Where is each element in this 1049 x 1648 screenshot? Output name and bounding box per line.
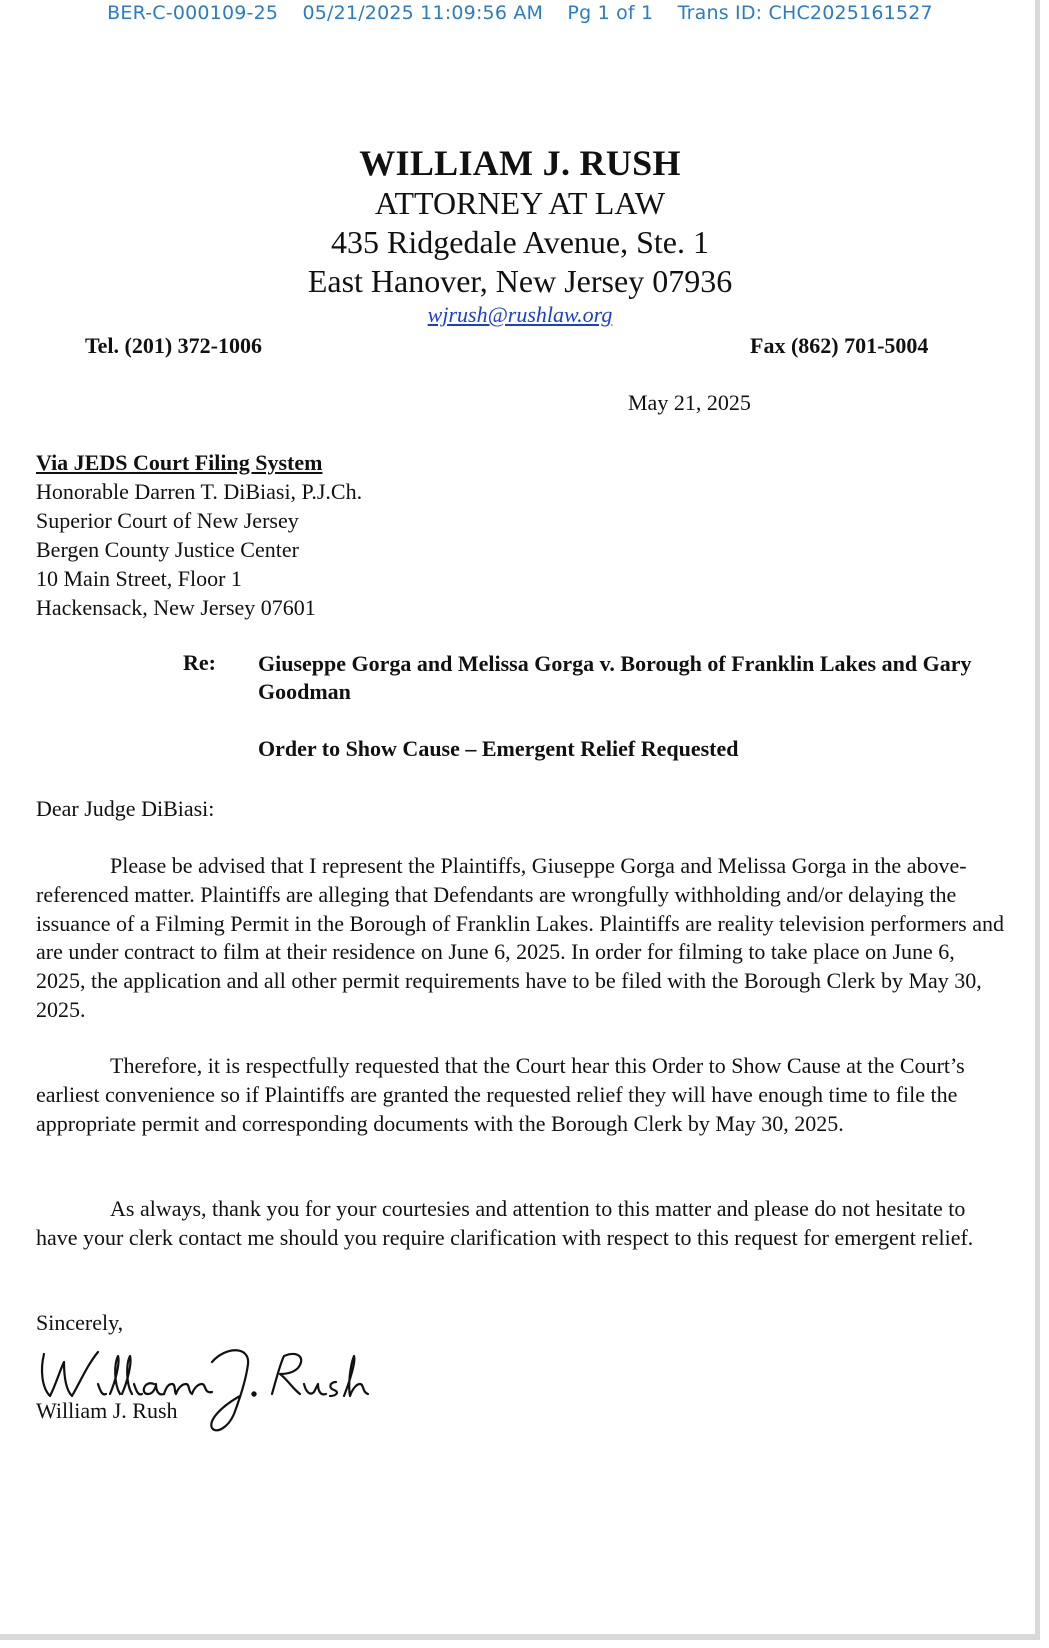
addressee-line: Honorable Darren T. DiBiasi, P.J.Ch.: [36, 479, 363, 504]
delivery-method: Via JEDS Court Filing System: [36, 450, 323, 475]
page-count: Pg 1 of 1: [567, 2, 654, 24]
paragraph-text: Please be advised that I represent the Plaintiffs, Giuseppe Gorga and Melissa Gorga in the above-referenced matter. Plaintiffs are alleging that Defendants are wrongfully withholding and/or delaying the issuance of a Filming Permit in the Borough of Franklin Lakes. Plaintiffs are reality television performers and are under contract to film at their residence on June 6, 2025. In order for filming to take place on June 6, 2025, the application and all other permit requirements have to be filed with the Borough Clerk by May 30, 2025.: [36, 853, 1004, 1022]
filing-datetime: 05/21/2025 11:09:56 AM: [302, 2, 544, 24]
closing: Sincerely,: [36, 1310, 124, 1335]
addressee-block: [36, 448, 362, 622]
body-paragraph: [36, 1052, 1004, 1138]
re-label: Re:: [183, 650, 216, 675]
addressee-line: Bergen County Justice Center: [36, 537, 299, 562]
addressee-line: Superior Court of New Jersey: [36, 508, 299, 533]
letter-date: May 21, 2025: [628, 390, 751, 415]
re-subject: Order to Show Cause – Emergent Relief Requested: [258, 736, 739, 761]
attorney-title: ATTORNEY AT LAW: [374, 185, 666, 221]
fax-number: Fax (862) 701-5004: [750, 333, 929, 358]
transaction-id: Trans ID: CHC2025161527: [677, 2, 933, 24]
addressee-line: 10 Main Street, Floor 1: [36, 566, 242, 591]
signer-name: William J. Rush: [36, 1398, 178, 1423]
letterhead: [0, 142, 1040, 329]
telephone: Tel. (201) 372-1006: [85, 333, 263, 358]
street-address: 435 Ridgedale Avenue, Ste. 1: [331, 224, 709, 260]
docket-number: BER-C-000109-25: [107, 2, 279, 24]
body-paragraph: [36, 1195, 1004, 1253]
email-link[interactable]: wjrush@rushlaw.org: [427, 302, 613, 327]
salutation: Dear Judge DiBiasi:: [36, 796, 215, 821]
city-address: East Hanover, New Jersey 07936: [307, 263, 733, 299]
paragraph-text: As always, thank you for your courtesies and attention to this matter and please do not hesitate to have your clerk contact me should you require clarification with respect to this request for emergent relief.: [36, 1196, 974, 1250]
handwritten-signature: [36, 1340, 386, 1440]
addressee-line: Hackensack, New Jersey 07601: [36, 595, 316, 620]
case-caption: Giuseppe Gorga and Melissa Gorga v. Borough of Franklin Lakes and Gary Goodman: [258, 651, 972, 704]
attorney-name: WILLIAM J. RUSH: [359, 143, 681, 183]
paragraph-text: Therefore, it is respectfully requested that the Court hear this Order to Show Cause at the Court’s earliest convenience so if Plaintiffs are granted the requested relief they will have enough time to file the appropriate permit and corresponding documents with the Borough Clerk by May 30, 2025.: [36, 1053, 965, 1136]
body-paragraph: [36, 852, 1004, 1025]
filing-stamp: [0, 2, 1040, 24]
